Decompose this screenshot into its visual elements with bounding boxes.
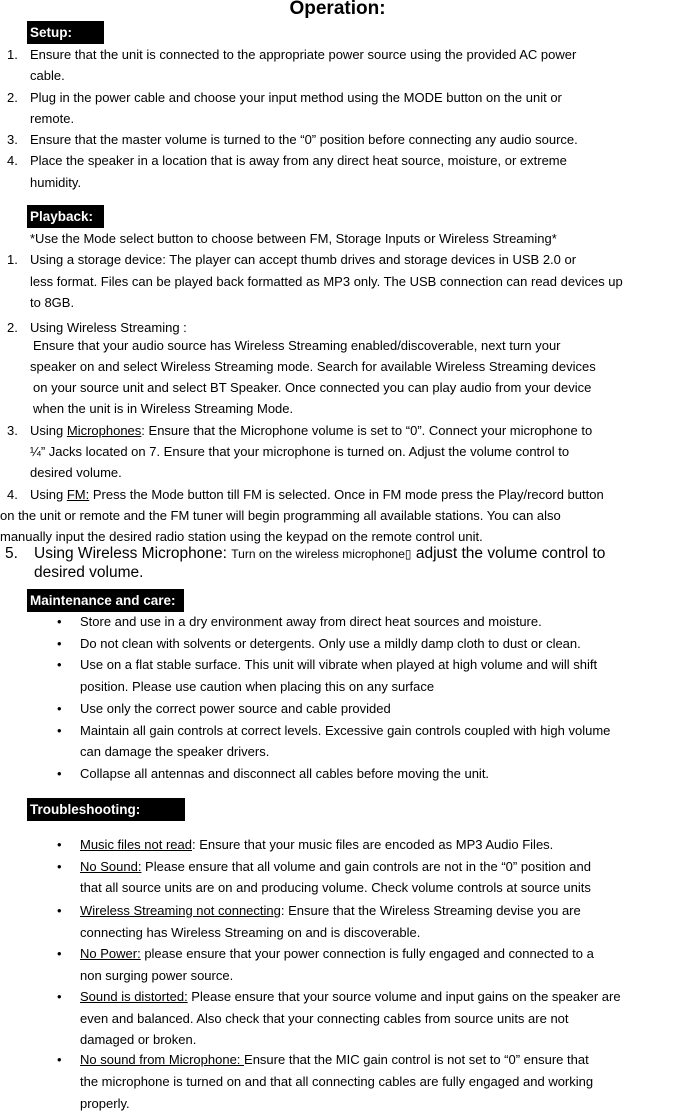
playback-item5-text [34,545,605,563]
playback-item-text: Ensure that your audio source has Wireless Streaming enabled/discoverable, next turn your [33,338,561,353]
maintenance-item-text: Maintain all gain controls at correct levels. Excessive gain controls coupled with high volume [80,723,611,738]
setup-heading: Setup: [27,21,104,44]
playback-item-prefix: Using [30,423,67,438]
playback-item-text: manually input the desired radio station using the keypad on the remote control unit. [0,529,483,544]
playback-item5-lead: Using Wireless Microphone: [34,545,232,562]
setup-item-number: 4. [7,153,18,168]
setup-item-number: 2. [7,90,18,105]
playback-item-rest: : Ensure that the Microphone volume is set to “0”. Connect your microphone to [141,423,593,438]
playback-item-number: 2. [7,320,18,335]
setup-item-text: Place the speaker in a location that is away from any direct heat source, moisture, or extreme [30,153,567,168]
troubleshooting-item-label: No Power: [80,946,141,961]
troubleshooting-item-text: that all source units are on and producing volume. Check volume controls at source units [80,880,591,895]
troubleshooting-item-text: even and balanced. Also check that your connecting cables from source units are not [80,1011,569,1026]
troubleshooting-item-text [80,859,591,875]
setup-item-text: Ensure that the master volume is turned to the “0” position before connecting any audio source. [30,132,578,147]
troubleshooting-item-rest: Please ensure that your source volume and input gains on the speaker are [187,989,621,1004]
playback-heading: Playback: [27,205,104,228]
playback-item-text: when the unit is in Wireless Streaming Mode. [33,401,294,416]
troubleshooting-item-rest: please ensure that your power connection is fully engaged and connected to a [140,946,594,961]
troubleshooting-item-text: the microphone is turned on and that all connecting cables are fully engaged and working [80,1074,594,1089]
troubleshooting-item-rest: Ensure that the MIC gain control is not set to “0” ensure that [244,1052,589,1067]
troubleshooting-item-text: connecting has Wireless Streaming on and is discoverable. [80,925,421,940]
playback-item-text: ¼” Jacks located on 7. Ensure that your microphone is turned on. Adjust the volume control to [30,444,570,459]
playback-item-number: 1. [7,252,18,267]
playback-item-text: less format. Files can be played back formatted as MP3 only. The USB connection can read devices up [30,274,623,289]
bullet: • [57,989,62,1004]
troubleshooting-item-rest: Please ensure that all volume and gain controls are not in the “0” position and [141,859,591,874]
setup-item-text: humidity. [30,175,82,190]
troubleshooting-heading: Troubleshooting: [27,798,185,821]
maintenance-item-text: Store and use in a dry environment away from direct heat sources and moisture. [80,614,542,629]
troubleshooting-item-rest: : Ensure that the Wireless Streaming devise you are [280,903,581,918]
playback-item-text: to 8GB. [30,295,75,310]
maintenance-item-text: Use on a flat stable surface. This unit will vibrate when played at high volume and will shift [80,657,598,672]
maintenance-item-text: position. Please use caution when placing this on any surface [80,679,435,694]
playback-item-text: speaker on and select Wireless Streaming mode. Search for available Wireless Streaming devices [30,359,596,374]
bullet: • [57,636,62,651]
setup-item-text: Plug in the power cable and choose your input method using the MODE button on the unit or [30,90,562,105]
troubleshooting-item-label: Sound is distorted: [80,989,188,1004]
playback-item-text [30,423,592,439]
playback-intro: *Use the Mode select button to choose between FM, Storage Inputs or Wireless Streaming* [30,231,557,246]
playback-item-text [30,487,604,503]
setup-item-number: 1. [7,47,18,62]
bullet: • [57,723,62,738]
troubleshooting-item-text [80,989,621,1005]
troubleshooting-item-text [80,1052,589,1068]
troubleshooting-item-label: Wireless Streaming not connecting [80,903,281,918]
setup-item-text: remote. [30,111,75,126]
playback-item-number: 3. [7,423,18,438]
bullet: • [57,614,62,629]
setup-item-text: Ensure that the unit is connected to the appropriate power source using the provided AC power [30,47,577,62]
bullet: • [57,766,62,781]
playback-item-prefix: Using [30,487,67,502]
bullet: • [57,657,62,672]
maintenance-item-text: Use only the correct power source and cable provided [80,701,391,716]
troubleshooting-item-label: No Sound: [80,859,142,874]
maintenance-item-text: can damage the speaker drivers. [80,744,270,759]
playback-item5-mid: Turn on the wireless microphone▯ [231,547,412,561]
playback-item-number: 4. [7,487,18,502]
playback-item-label: Using Wireless Streaming : [30,320,187,335]
fm-link: FM: [66,487,90,502]
bullet: • [57,859,62,874]
troubleshooting-item-text: non surging power source. [80,968,234,983]
troubleshooting-item-rest: : Ensure that your music files are encoded as MP3 Audio Files. [192,837,554,852]
setup-item-text: cable. [30,68,65,83]
troubleshooting-item-label: No sound from Microphone: [80,1052,245,1067]
playback-item-text: desired volume. [30,465,122,480]
bullet: • [57,837,62,852]
troubleshooting-item-label: Music files not read [80,837,192,852]
bullet: • [57,903,62,918]
troubleshooting-item-text: properly. [80,1096,130,1111]
maintenance-item-text: Do not clean with solvents or detergents. Only use a mildly damp cloth to dust or clean. [80,636,581,651]
playback-item5-text: desired volume. [34,564,144,581]
troubleshooting-item-text [80,903,581,919]
microphones-link: Microphones [66,423,142,438]
playback-item-number: 5. [5,545,18,562]
troubleshooting-item-text [80,946,594,962]
playback-item-text: on the unit or remote and the FM tuner will begin programming all available stations. You can also [0,508,561,523]
playback-item-text: on your source unit and select BT Speaker. Once connected you can play audio from your device [33,380,592,395]
troubleshooting-item-text: damaged or broken. [80,1032,197,1047]
bullet: • [57,1052,62,1067]
maintenance-item-text: Collapse all antennas and disconnect all cables before moving the unit. [80,766,490,781]
bullet: • [57,946,62,961]
troubleshooting-item-text [80,837,553,853]
playback-item5-tail: adjust the volume control to [411,545,606,562]
playback-item-rest: Press the Mode button till FM is selected. Once in FM mode press the Play/record button [89,487,604,502]
playback-item-text: Using a storage device: The player can accept thumb drives and storage devices in USB 2.0 or [30,252,577,267]
maintenance-heading: Maintenance and care: [27,589,184,612]
setup-item-number: 3. [7,132,18,147]
page-title: Operation: [289,0,386,19]
bullet: • [57,701,62,716]
